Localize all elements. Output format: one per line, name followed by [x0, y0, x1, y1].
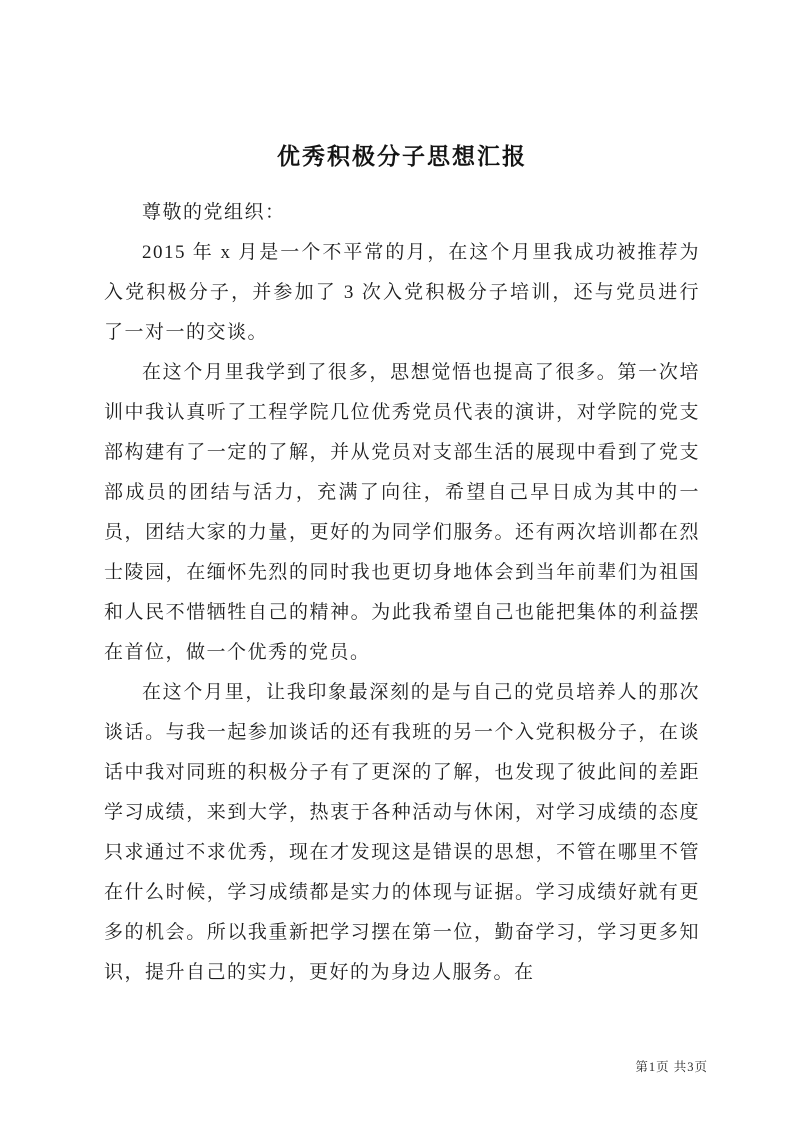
paragraph: 在这个月里我学到了很多，思想觉悟也提高了很多。第一次培训中我认真听了工程学院几位优秀党员代表的演讲，对学院的党支部构建有了一定的了解，并从党员对支部生活的展现中看到了党支部成员的团结与活力，充满了向往，希望自己早日成为其中的一员，团结大家的力量，更好的为同学们服务。还有两次培训都在烈士陵园，在缅怀先烈的同时我也更切身地体会到当年前辈们为祖国和人民不惜牺牲自己的精神。为此我希望自己也能把集体的利益摆在首位，做一个优秀的党员。 — [104, 362, 700, 663]
paragraph: 2015 年 x 月是一个不平常的月，在这个月里我成功被推荐为入党积极分子，并参加了 3 次入党积极分子培训，还与党员进行了一对一的交谈。 — [104, 242, 700, 343]
page-title: 优秀积极分子思想汇报 — [277, 144, 527, 169]
salutation-paragraph: 尊敬的党组织： — [142, 202, 286, 223]
paragraph: 在这个月里，让我印象最深刻的是与自己的党员培养人的那次谈话。与我一起参加谈话的还有我班的另一个入党积极分子，在谈话中我对同班的积极分子有了更深的了解，也发现了彼此间的差距学习成绩，来到大学，热衷于各种活动与休闲，对学习成绩的态度只求通过不求优秀，现在才发现这是错误的思想，不管在哪里不管在什么时候，学习成绩都是实力的体现与证据。学习成绩好就有更多的机会。所以我重新把学习摆在第一位，勤奋学习，学习更多知识，提升自己的实力，更好的为身边人服务。在 — [104, 682, 700, 983]
document-body — [104, 138, 700, 993]
page-number-footer: 第1页 共3页 — [635, 1060, 708, 1074]
